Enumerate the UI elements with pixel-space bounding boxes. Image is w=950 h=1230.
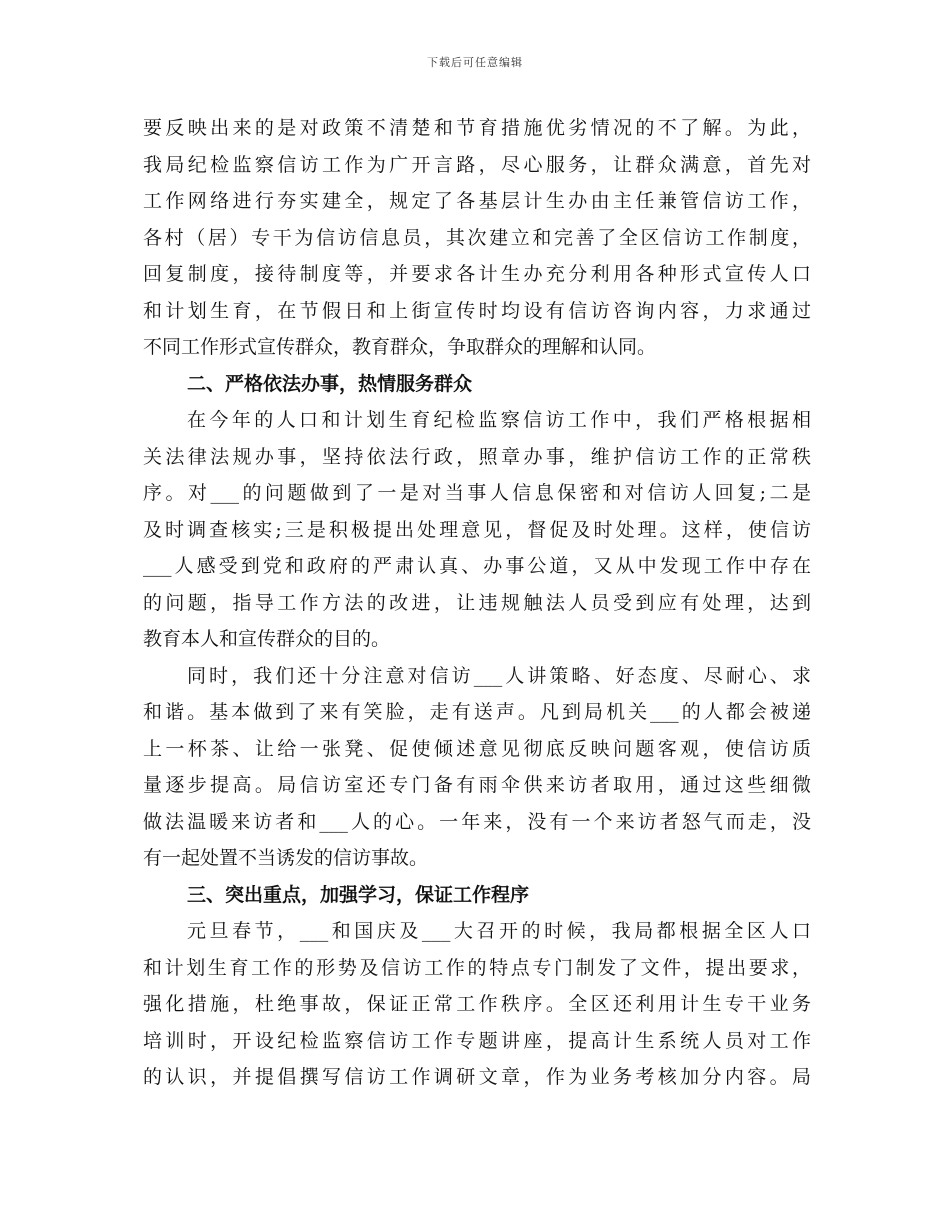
text-line: 元旦春节，___和国庆及___大召开的时候，我局都根据全区人口: [187, 920, 811, 942]
text-line: 培训时，开设纪检监察信访工作专题讲座，提高计生系统人员对工作: [143, 1029, 811, 1052]
text-line: 和计划生育工作的形势及信访工作的特点专门制发了文件，提出要求，: [143, 956, 811, 979]
text-line: 教育本人和宣传群众的目的。: [143, 628, 391, 650]
section-heading: 三、突出重点，加强学习，保证工作程序: [187, 883, 530, 906]
text-line: 各村（居）专干为信访信息员，其次建立和完善了全区信访工作制度，: [143, 226, 811, 249]
text-line: 工作网络进行夯实建全，规定了各基层计生办由主任兼管信访工作，: [143, 190, 811, 212]
section-heading: 二、严格依法办事，热情服务群众: [187, 372, 473, 395]
text-line: 上一杯茶、让给一张凳、促使倾述意见彻底反映问题客观，使信访质: [143, 737, 811, 760]
text-line: 要反映出来的是对政策不清楚和节育措施优劣情况的不了解。为此，: [143, 117, 811, 139]
text-line: 关法律法规办事，坚持依法行政，照章办事，维护信访工作的正常秩: [143, 445, 811, 468]
text-line: 和谐。基本做到了来有笑脸，走有送声。凡到局机关___的人都会被递: [143, 701, 811, 723]
text-line: 的问题，指导工作方法的改进，让违规触法人员受到应有处理，达到: [143, 591, 811, 614]
text-line: 做法温暖来访者和___人的心。一年来，没有一个来访者怒气而走，没: [143, 810, 811, 833]
text-line: 强化措施，杜绝事故，保证正常工作秩序。全区还利用计生专干业务: [143, 993, 811, 1015]
text-line: 在今年的人口和计划生育纪检监察信访工作中，我们严格根据相: [187, 409, 811, 431]
text-line: 有一起处置不当诱发的信访事故。: [143, 847, 429, 869]
text-line: 序。对___的问题做到了一是对当事人信息保密和对信访人回复;二是: [143, 482, 811, 504]
text-line: 不同工作形式宣传群众，教育群众，争取群众的理解和认同。: [143, 336, 657, 358]
text-line: ___人感受到党和政府的严肃认真、办事公道，又从中发现工作中存在: [143, 555, 811, 577]
text-line: 我局纪检监察信访工作为广开言路，尽心服务，让群众满意，首先对: [143, 153, 811, 176]
text-line: 量逐步提高。局信访室还专门备有雨伞供来访者取用，通过这些细微: [143, 774, 811, 796]
text-line: 的认识，并提倡撰写信访工作调研文章，作为业务考核加分内容。局: [143, 1066, 811, 1088]
document-body: [143, 110, 811, 1096]
header-note: 下载后可任意编辑: [427, 56, 523, 69]
text-line: 和计划生育，在节假日和上街宣传时均设有信访咨询内容，力求通过: [143, 299, 811, 322]
text-line: 回复制度，接待制度等，并要求各计生办充分利用各种形式宣传人口: [143, 263, 811, 285]
text-line: 及时调查核实;三是积极提出处理意见，督促及时处理。这样，使信访: [143, 518, 811, 541]
text-line: 同时，我们还十分注意对信访___人讲策略、好态度、尽耐心、求: [187, 664, 811, 687]
